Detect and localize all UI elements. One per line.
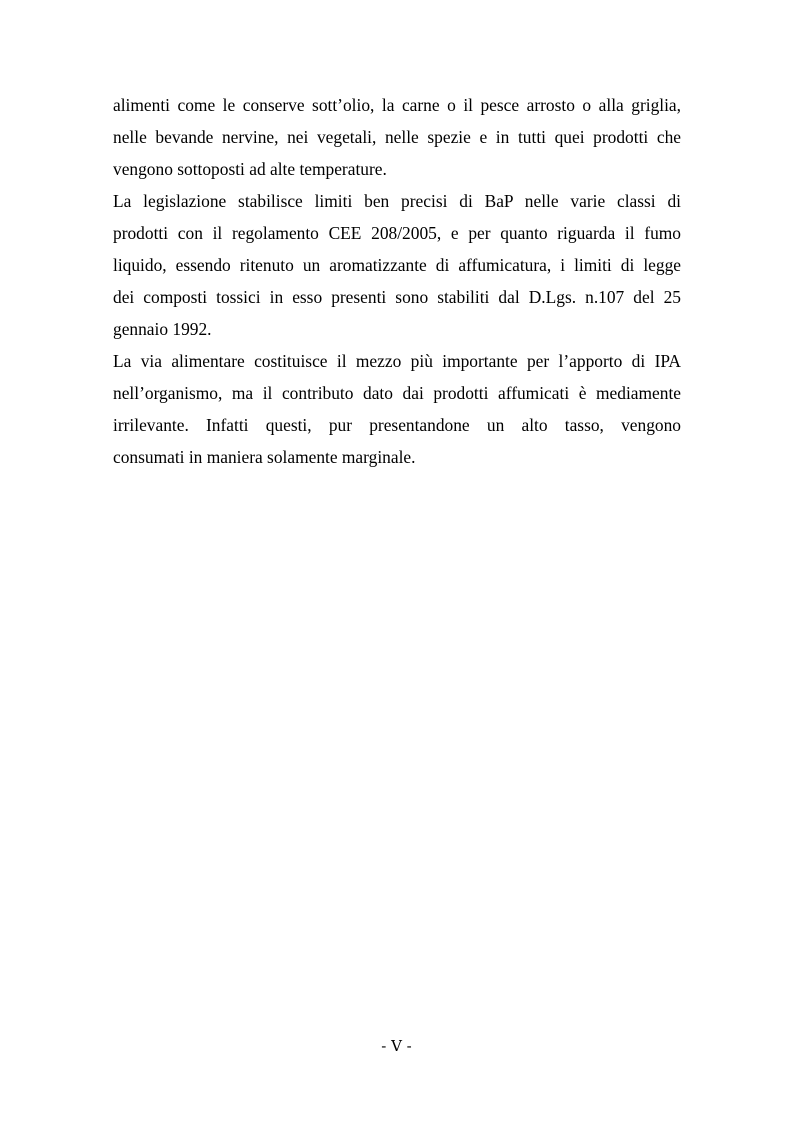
text-line: vengono sottoposti ad alte temperature. (113, 159, 387, 179)
text-line: liquido, essendo ritenuto un aromatizzante di affumicatura, i limiti di legge (113, 255, 681, 275)
text-line: dei composti tossici in esso presenti sono stabiliti dal D.Lgs. n.107 del 25 (113, 287, 681, 307)
body-text (113, 89, 681, 473)
text-line: nelle bevande nervine, nei vegetali, nelle spezie e in tutti quei prodotti che (113, 127, 681, 147)
text-line: nell’organismo, ma il contributo dato dai prodotti affumicati è mediamente (113, 383, 681, 403)
text-line: La via alimentare costituisce il mezzo più importante per l’apporto di IPA (113, 351, 681, 371)
text-line: alimenti come le conserve sott’olio, la carne o il pesce arrosto o alla griglia, (113, 95, 681, 115)
page-number: - V - (381, 1037, 412, 1055)
text-line: La legislazione stabilisce limiti ben precisi di BaP nelle varie classi di (113, 191, 681, 211)
text-line: prodotti con il regolamento CEE 208/2005, e per quanto riguarda il fumo (113, 223, 681, 243)
text-line: irrilevante. Infatti questi, pur presentandone un alto tasso, vengono (113, 415, 681, 435)
text-line: gennaio 1992. (113, 319, 212, 339)
text-line: consumati in maniera solamente marginale. (113, 447, 416, 467)
